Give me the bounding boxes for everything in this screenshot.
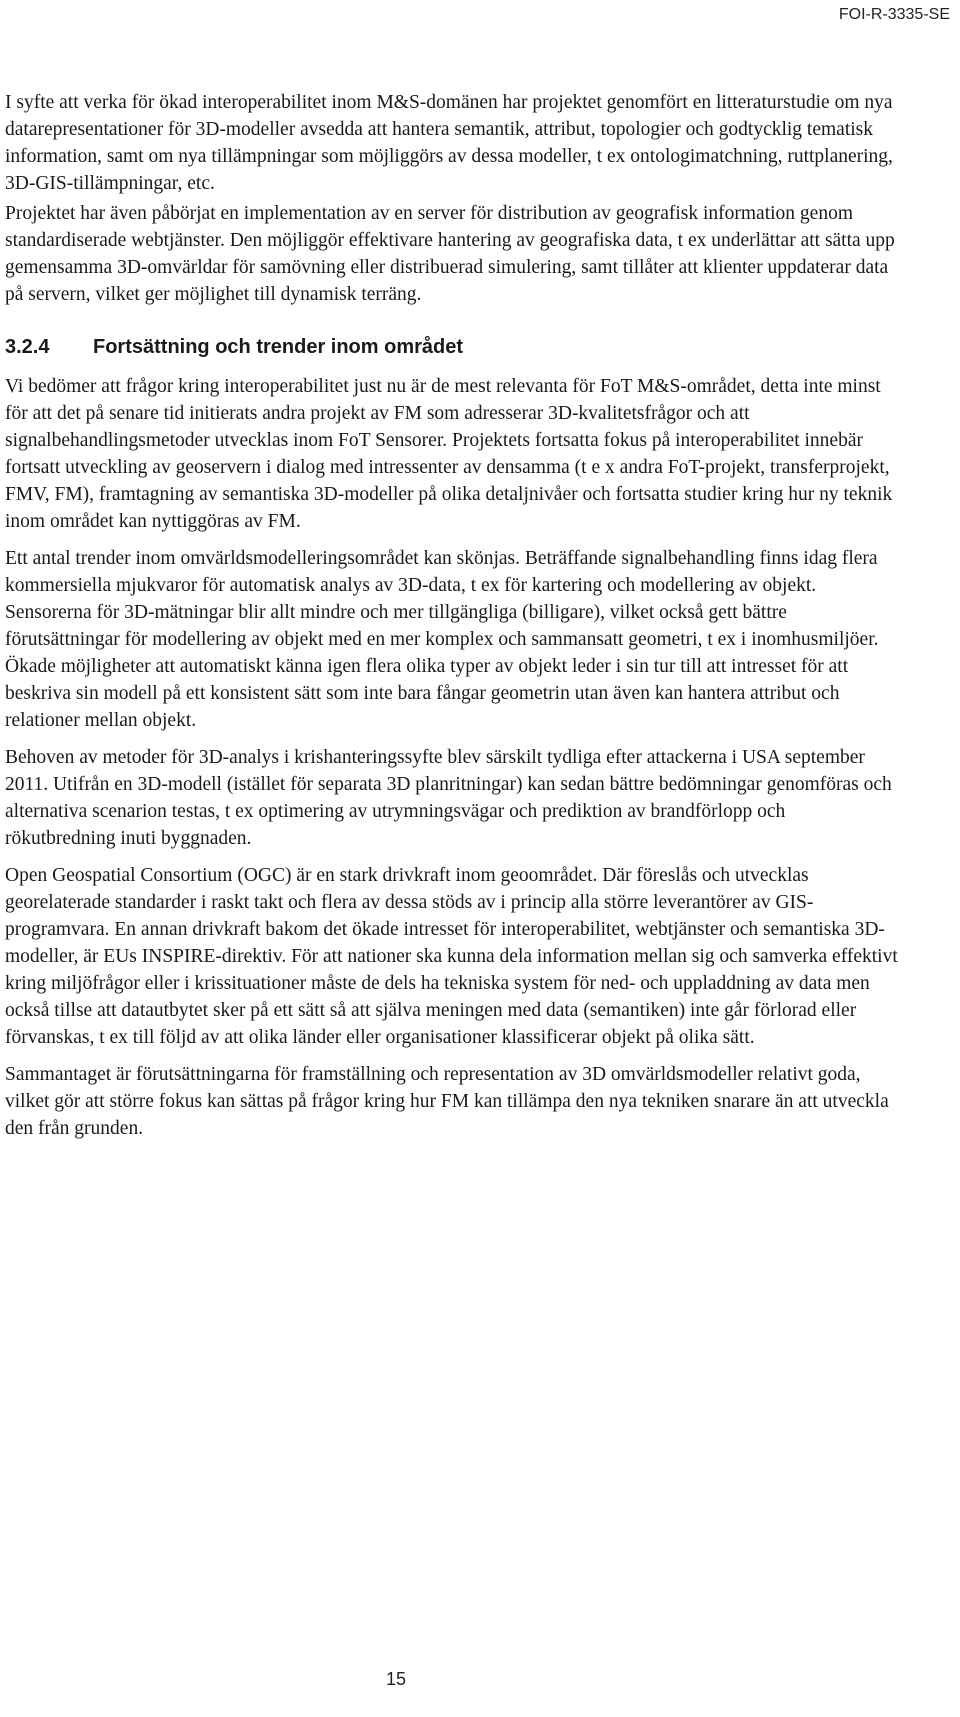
section-number: 3.2.4: [5, 336, 50, 358]
section-title: Fortsättning och trender inom området: [93, 336, 464, 358]
paragraph-server-implementation: Projektet har även påbörjat en implementation av en server för distribution av geografisk information genom standardiserade webtjänster. Den möjliggör effektivare hantering av geografiska data, t ex underlättar att sätta upp gemensamma 3D-omvärldar för samövning eller distribuerad simulering, samt tillåter att klienter uppdaterar data på servern, vilket ger möjlighet till dynamisk terräng.: [5, 203, 895, 305]
page-number: 15: [385, 1669, 407, 1689]
paragraph-ogc-inspire: Open Geospatial Consortium (OGC) är en stark drivkraft inom geoområdet. Där föreslås och utvecklas georelaterade standarder i raskt takt och flera av dessa stöds av i princip alla större leverantörer av GIS-programvara. En annan drivkraft bakom det ökade intresset för interoperabilitet, webtjänster och semantiska 3D-modeller, är EUs INSPIRE-direktiv. För att nationer ska kunna dela information mellan sig och samverka effektivt kring miljöfrågor eller i krissituationer måste de dels ha tekniska system för ned- och uppladdning av data men också tillse att datautbytet sker på ett sätt så att själva meningen med data (semantiken) inte går förlorad eller förvanskas, t ex till följd av att olika länder eller organisationer klassificerar objekt på olika sätt.: [5, 865, 898, 1048]
paragraph-interoperability-focus: Vi bedömer att frågor kring interoperabilitet just nu är de mest relevanta för FoT M&S-området, detta inte minst för att det på senare tid initierats andra projekt av FM som adresserar 3D-kvalitetsfrågor och att signalbehandlingsmetoder utvecklas inom FoT Sensorer. Projektets fortsatta fokus på interoperabilitet innebär fortsatt utveckling av geoservern i dialog med intressenter av densamma (t e x andra FoT-projekt, transferprojekt, FMV, FM), framtagning av semantiska 3D-modeller på olika detaljnivåer och fortsatta studier kring hur ny teknik inom området kan nyttiggöras av FM.: [5, 376, 893, 532]
paragraph-crisis-management: Behoven av metoder för 3D-analys i krishanteringssyfte blev särskilt tydliga efter attackerna i USA september 2011. Utifrån en 3D-modell (istället för separata 3D planritningar) kan sedan bättre bedömningar genomföras och alternativa scenarion testas, t ex optimering av utrymningsvägar och prediktion av brandförlopp och rökutbredning inuti byggnaden.: [5, 747, 892, 849]
section-heading: [5, 334, 900, 361]
report-id: FOI-R-3335-SE: [838, 6, 950, 23]
paragraph-trends: Ett antal trender inom omvärldsmodelleringsområdet kan skönjas. Beträffande signalbehandling finns idag flera kommersiella mjukvaror för automatisk analys av 3D-data, t ex för kartering och modellering av objekt. Sensorerna för 3D-mätningar blir allt mindre och mer tillgängliga (billigare), vilket också gett bättre förutsättningar för modellering av objekt med en mer komplex och sammansatt geometri, t ex i inomhusmiljöer. Ökade möjligheter att automatiskt känna igen flera olika typer av objekt leder i sin tur till att intresset för att beskriva sin modell på ett konsistent sätt som inte bara fångar geometrin utan även kan hantera attribut och relationer mellan objekt.: [5, 548, 879, 731]
paragraph-literature-study: I syfte att verka för ökad interoperabilitet inom M&S-domänen har projektet genomfört en litteraturstudie om nya datarepresentationer för 3D-modeller avsedda att hantera semantik, attribut, topologier och godtycklig tematisk information, samt om nya tillämpningar som möjliggörs av dessa modeller, t ex ontologimatchning, ruttplanering, 3D-GIS-tillämpningar, etc.: [5, 92, 893, 194]
paragraph-summary: Sammantaget är förutsättningarna för framställning och representation av 3D omvärldsmodeller relativt goda, vilket gör att större fokus kan sättas på frågor kring hur FM kan tillämpa den nya tekniken snarare än att utveckla den från grunden.: [5, 1064, 889, 1139]
document-body: [5, 89, 900, 1152]
